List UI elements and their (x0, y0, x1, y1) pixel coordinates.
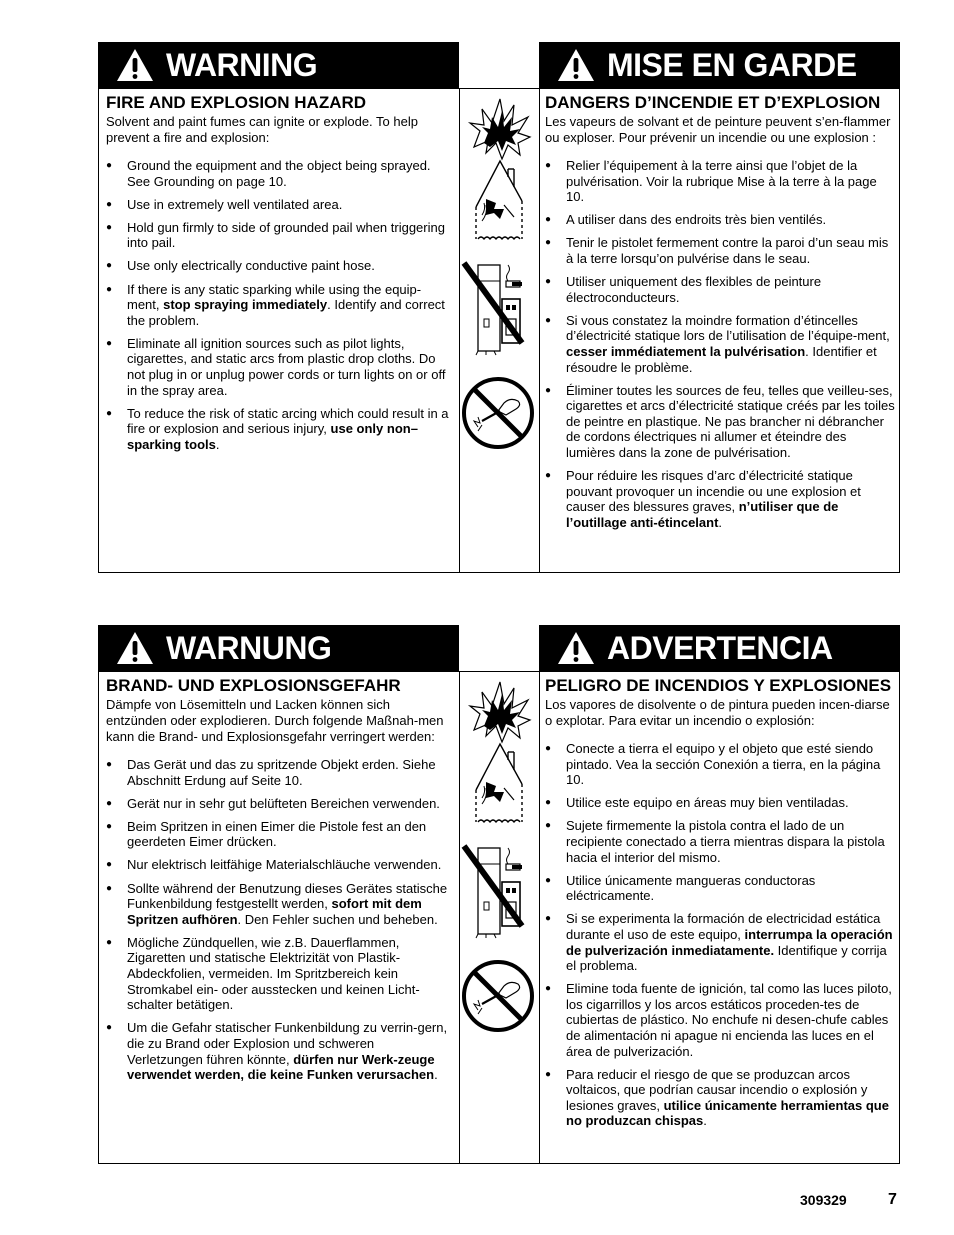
house-fire-icon (460, 155, 540, 245)
list-item: ● Sujete firmemente la pistola contra el lado de un recipiente conectado a tierra mientras dispara la pistola hacia el interior del mismo. (545, 818, 895, 865)
no-plug-icon (460, 257, 540, 357)
no-plug-icon (460, 840, 540, 940)
german-column (99, 672, 460, 1163)
pictogram-column (460, 89, 540, 572)
list-item: ● Tenir le pistolet fermement contre la paroi d’un seau mis à la terre lorsqu’on pulvérise dans le seau. (545, 235, 895, 266)
list-item: ● Si se experimenta la formación de electricidad estática durante el uso de este equipo, interrumpa la operación de pulverización inmediatamente. Identifique y corrija el problema. (545, 911, 895, 973)
hazard-heading: FIRE AND EXPLOSION HAZARD (106, 93, 367, 112)
banner-title: ADVERTENCIA (607, 630, 833, 666)
list-item: ● Beim Spritzen in einen Eimer die Pistole fest an den geerdeten Eimer drücken. (106, 819, 451, 850)
spanish-column (540, 672, 901, 1163)
banner-title: WARNING (166, 47, 318, 83)
list-item: ● Relier l’équipement à la terre ainsi que l’objet de la pulvérisation. Voir la rubrique Mise à la terre à la page 10. (545, 158, 895, 205)
explosion-icon (460, 676, 540, 746)
list-item: ● Utilice este equipo en áreas muy bien ventiladas. (545, 795, 895, 811)
list-item: ● Para reducir el riesgo de que se produzcan arcos voltaicos, que podrían causar incendio o explosión y lesiones graves, utilice únicamente herramientas que no produzcan chispas. (545, 1067, 895, 1129)
hazard-frame (98, 671, 900, 1164)
list-item: ● Mögliche Zündquellen, wie z.B. Dauerflammen, Zigaretten und statische Elektrizität von Plastik-Abdeckfolien, vermeiden. Im Spritzbereich kein Stromkabel ein- oder ausstecken und keinen Licht-schalter betätigen. (106, 935, 451, 1013)
list-item: ● Nur elektrisch leitfähige Materialschläuche verwenden. (106, 857, 451, 873)
hazard-heading: BRAND- UND EXPLOSIONSGEFAHR (106, 676, 401, 695)
hazard-intro: Dämpfe von Lösemitteln und Lacken können sich entzünden oder explodieren. Durch folgende Maßnah-men kann die Brand- und Explosionsgefahr verringert werden: (106, 697, 444, 744)
hazard-intro: Les vapeurs de solvant et de peinture peuvent s’en-flammer ou exploser. Pour prévenir un incendie ou une explosion : (545, 114, 891, 145)
instruction-list (106, 158, 451, 453)
document-number: 309329 (800, 1192, 847, 1208)
list-item: ● Ground the equipment and the object being sprayed. See Grounding on page 10. (106, 158, 451, 189)
hazard-heading: DANGERS D’INCENDIE ET D’EXPLOSION (545, 93, 881, 112)
house-fire-icon (460, 738, 540, 828)
banner-warnung (98, 625, 459, 671)
explosion-icon (460, 93, 540, 163)
hazard-frame (98, 88, 900, 573)
english-column (99, 89, 460, 572)
banner-warning (98, 42, 459, 88)
list-item: ● Sollte während der Benutzung dieses Gerätes statische Funkenbildung festgestellt werden, sofort mit dem Spritzen aufhören. Den Fehler suchen und beheben. (106, 881, 451, 928)
list-item: ● Use only electrically conductive paint hose. (106, 258, 451, 274)
list-item: ● Si vous constatez la moindre formation d’étincelles d’électricité statique lors de l’utilisation de l’équipe-ment, cesser immédiatement la pulvérisation. Identifier et résoudre le problème. (545, 313, 895, 375)
list-item: ● Use in extremely well ventilated area. (106, 197, 451, 213)
list-item: ● Conecte a tierra el equipo y el objeto que esté siendo pintado. Vea la sección Conexión a tierra, en la página 10. (545, 741, 895, 788)
page-footer (0, 1192, 954, 1212)
warning-block-2 (98, 625, 900, 1164)
banner-title: WARNUNG (166, 630, 332, 666)
no-spark-tool-icon (460, 373, 540, 453)
list-item: ● A utiliser dans des endroits très bien ventilés. (545, 212, 895, 228)
pictogram-column (460, 672, 540, 1163)
instruction-list (106, 757, 451, 1083)
warning-block-1 (98, 42, 900, 573)
warning-triangle-icon (557, 48, 595, 82)
banner-mise-en-garde (539, 42, 900, 88)
list-item: ● Utilice únicamente mangueras conductoras eléctricamente. (545, 873, 895, 904)
warning-triangle-icon (116, 48, 154, 82)
hazard-intro: Solvent and paint fumes can ignite or explode. To help prevent a fire and explosion: (106, 114, 418, 145)
list-item: ● Utiliser uniquement des flexibles de peinture électroconducteurs. (545, 274, 895, 305)
hazard-heading: PELIGRO DE INCENDIOS Y EXPLOSIONES (545, 676, 892, 695)
list-item: ● Éliminer toutes les sources de feu, telles que veilleu-ses, cigarettes et arcs d’électricité statique créés par les toiles de peintre en plastique. Ne pas brancher ni débrancher de cordons électriques ni allumer et éteindre des lumières dans la zone de pulvérisation. (545, 383, 895, 461)
list-item: ● If there is any static sparking while using the equip-ment, stop spraying immediately. Identify and correct the problem. (106, 282, 451, 329)
banner-row (98, 625, 900, 671)
instruction-list (545, 158, 895, 530)
list-item: ● To reduce the risk of static arcing which could result in a fire or explosion and serious injury, use only non–sparking tools. (106, 406, 451, 453)
no-spark-tool-icon (460, 956, 540, 1036)
list-item: ● Gerät nur in sehr gut belüfteten Bereichen verwenden. (106, 796, 451, 812)
hazard-intro: Los vapores de disolvente o de pintura pueden incen-diarse o explotar. Para evitar un incendio o explosión: (545, 697, 890, 728)
french-column (540, 89, 901, 572)
list-item: ● Pour réduire les risques d’arc d’électricité statique pouvant provoquer un incendie ou une explosion et causer des blessures graves, n’utiliser que de l’outillage anti-étincelant. (545, 468, 895, 530)
list-item: ● Elimine toda fuente de ignición, tal como las luces piloto, los cigarrillos y los arcos estáticos proceden-tes de cubiertas de plástico. No enchufe ni desen-chufe cables de alimentación ni apague ni encienda las luces en el área de pulverización. (545, 981, 895, 1059)
list-item: ● Das Gerät und das zu spritzende Objekt erden. Siehe Abschnitt Erdung auf Seite 10. (106, 757, 451, 788)
page-number: 7 (888, 1191, 897, 1208)
banner-row (98, 42, 900, 88)
list-item: ● Um die Gefahr statischer Funkenbildung zu verrin-gern, die zu Brand oder Explosion und schweren Verletzungen führen könnte, dürfen nur Werk-zeuge verwendet werden, die keine Funken verursachen. (106, 1020, 451, 1082)
instruction-list (545, 741, 895, 1129)
banner-advertencia (539, 625, 900, 671)
banner-title: MISE EN GARDE (607, 47, 857, 83)
warning-triangle-icon (557, 631, 595, 665)
list-item: ● Eliminate all ignition sources such as pilot lights, cigarettes, and static arcs from plastic drop cloths. Do not plug in or unplug power cords or turn lights on or off in the spray area. (106, 336, 451, 398)
list-item: ● Hold gun firmly to side of grounded pail when triggering into pail. (106, 220, 451, 251)
warning-triangle-icon (116, 631, 154, 665)
